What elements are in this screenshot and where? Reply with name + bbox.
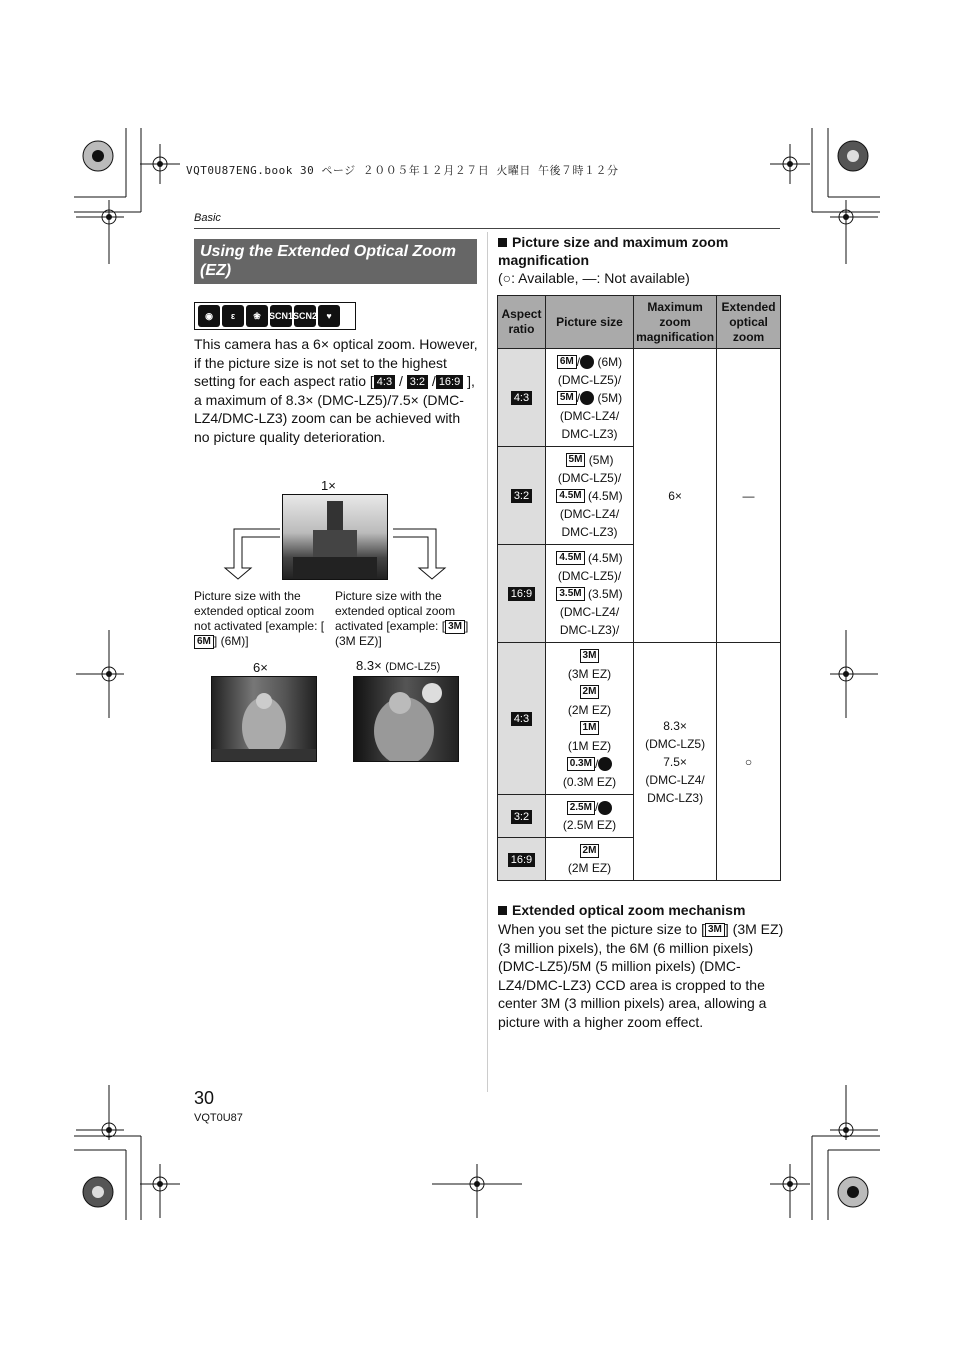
aspect-32-icon: 3:2 [407, 375, 428, 389]
picture-size-cell: 4.5M (4.5M) (DMC-LZ5)/ 3.5M (3.5M) (DMC-LZ4/ DMC-LZ3)/ [545, 545, 633, 643]
book-header-line: VQT0U87ENG.book 30 ページ ２００５年１２月２７日 火曜日 午後７時１２分 [186, 164, 619, 177]
fountain-photo-83x [353, 676, 459, 762]
fountain-photo-6x [211, 676, 317, 762]
size-3m-icon: 3M [705, 923, 725, 937]
aspect-43-icon: 4:3 [511, 391, 532, 405]
aspect-43-icon: 4:3 [511, 712, 532, 726]
aspect-169-icon: 16:9 [508, 853, 535, 867]
doc-code: VQT0U87 [194, 1112, 243, 1124]
aspect-169-icon: 16:9 [436, 375, 463, 389]
aspect-169-icon: 16:9 [508, 587, 535, 601]
zoom-6x-label: 6× [253, 660, 268, 675]
figure-top-label: 1× [321, 478, 336, 493]
aspect-32-icon: 3:2 [511, 489, 532, 503]
section-label: Basic [194, 212, 221, 224]
header-aspect-ratio: Aspect ratio [498, 296, 546, 349]
max-zoom-cell-b: 8.3× (DMC-LZ5) 7.5× (DMC-LZ4/ DMC-LZ3) [634, 643, 717, 881]
top-rule [194, 228, 780, 229]
mechanism-paragraph: When you set the picture size to [ 3M ] (3M EZ) (3 million pixels), the 6M (6 million pixels) (DMC-LZ5)/5M (5 million pixels) (DMC-LZ4/DMC-LZ3) CCD area is cropped to the center 3M (3 million pixels) area, allowing a picture with a higher zoom effect. [498, 921, 784, 1030]
page-title: Using the Extended Optical Zoom (EZ) [194, 239, 477, 284]
scn2-mode-icon: SCN2 [294, 305, 316, 327]
picture-size-cell: 6M / (6M) (DMC-LZ5)/ 5M / (5M) (DMC-LZ4/ DMC-LZ3) [545, 349, 633, 447]
zoom-table [497, 295, 781, 881]
table-heading: Picture size and maximum zoom magnification [498, 234, 729, 268]
aspect-32-icon: 3:2 [511, 810, 532, 824]
ext-zoom-cell-b: ○ [717, 643, 781, 881]
circle-size-icon [580, 355, 594, 369]
camera-mode-icon: ◉ [198, 305, 220, 327]
size-3m-icon: 3M [445, 620, 465, 634]
macro-mode-icon: ❀ [246, 305, 268, 327]
mechanism-heading: Extended optical zoom mechanism [498, 902, 745, 918]
intro-paragraph: This camera has a 6× optical zoom. However, if the picture size is not set to the highest setting for each aspect ratio [ 4:3 / 3:2 / 16:9 ], a maximum of 8.3× (DMC-LZ5)/7.5× (DMC-LZ4/DMC-LZ3) zoom can be achieved with no picture quality deterioration. [194, 336, 478, 445]
header-picture-size: Picture size [545, 296, 633, 349]
circle-size-icon [598, 801, 612, 815]
table-row [498, 643, 781, 795]
header-extended-zoom: Extended optical zoom [717, 296, 781, 349]
heart-mode-icon: ♥ [318, 305, 340, 327]
picture-size-cell: 2.5M / (2.5M EZ) [545, 795, 633, 838]
picture-size-cell: 2M (2M EZ) [545, 838, 633, 881]
picture-size-cell: 5M (5M) (DMC-LZ5)/ 4.5M (4.5M) (DMC-LZ4/ DMC-LZ3) [545, 447, 633, 545]
column-divider [487, 232, 488, 1092]
page-number: 30 [194, 1088, 215, 1108]
circle-size-icon [580, 391, 594, 405]
statues-zoom-illustration [354, 677, 458, 761]
table-row [498, 349, 781, 447]
table-legend: (○: Available, —: Not available) [498, 270, 690, 286]
crop-arrows [220, 526, 460, 582]
circle-size-icon [598, 757, 612, 771]
header-max-zoom: Maximum zoom magnification [634, 296, 717, 349]
ext-zoom-cell-a: — [717, 349, 781, 643]
scn1-mode-icon: SCN1 [270, 305, 292, 327]
zoom-83x-label: 8.3× (DMC-LZ5) [356, 658, 441, 673]
size-6m-icon: 6M [194, 635, 214, 649]
aspect-43-icon: 4:3 [374, 375, 395, 389]
table-header-row [498, 296, 781, 349]
statues-illustration [212, 677, 316, 761]
bullet-square-icon [498, 238, 507, 247]
caption-not-activated: Picture size with the extended optical zoom not activated [example: [6M ] (6M)] [194, 589, 325, 648]
max-zoom-cell-a: 6× [634, 349, 717, 643]
caption-activated: Picture size with the extended optical zoom activated [example: [ 3M ] (3M EZ)] [335, 589, 469, 648]
mode-icons [194, 302, 356, 330]
economy-mode-icon: ε [222, 305, 244, 327]
bullet-square-icon [498, 906, 507, 915]
picture-size-cell: 3M (3M EZ) 2M (2M EZ) 1M (1M EZ) 0.3M / (0.3M EZ) [545, 643, 633, 795]
